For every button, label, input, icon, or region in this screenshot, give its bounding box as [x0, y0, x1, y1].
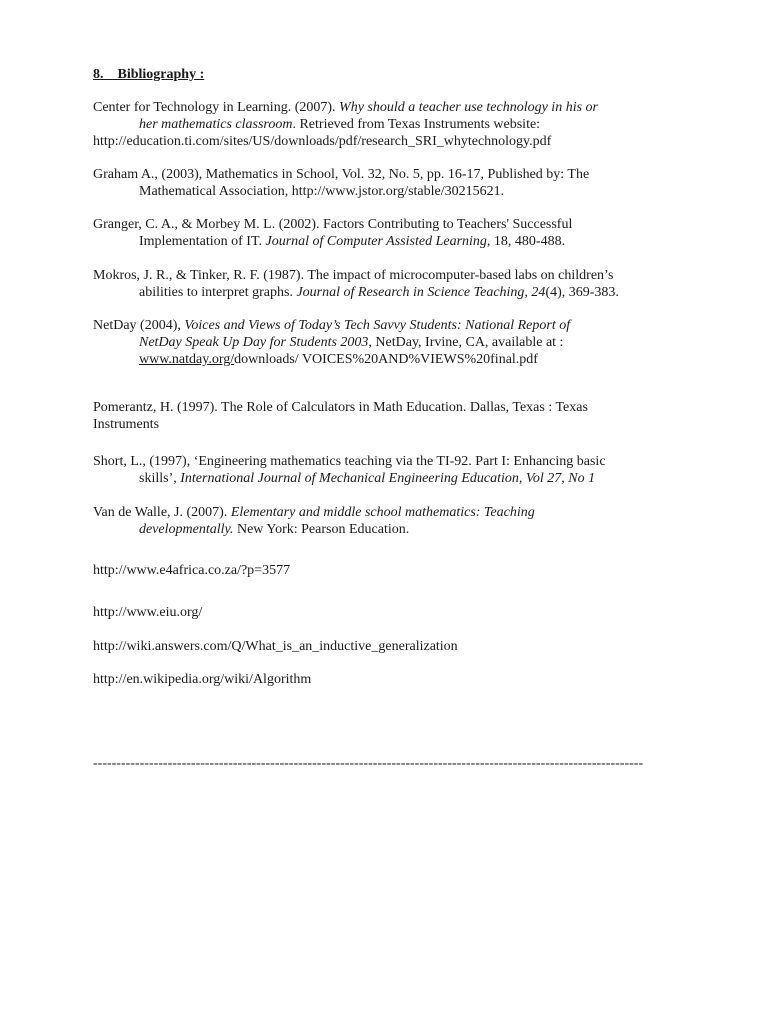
entry-text: Van de Walle, J. (2007).	[93, 505, 231, 520]
bibliography-entry-netday	[93, 317, 683, 368]
entry-text: skills’,	[139, 471, 181, 486]
url-text: http://www.eiu.org/	[93, 605, 203, 620]
entry-title: Voices and Views of Today’s Tech Savvy Students: National Report of	[184, 318, 571, 333]
entry-line: Granger, C. A., & Morbey M. L. (2002). Factors Contributing to Teachers' Successful	[93, 217, 573, 232]
journal-title: International Journal of Mechanical Engineering Education, Vol 27, No 1	[180, 471, 596, 486]
entry-line	[93, 351, 683, 368]
entry-line: Mathematical Association, http://www.jstor.org/stable/30215621.	[139, 184, 505, 199]
url-entry	[93, 562, 683, 579]
entry-text: NetDay (2004),	[93, 318, 185, 333]
bibliography-entry-pomerantz	[93, 399, 683, 433]
entry-line: Instruments	[93, 417, 160, 432]
bibliography-entry-graham	[93, 166, 683, 200]
entry-text: New York: Pearson Education.	[233, 522, 410, 537]
entry-text: downloads/ VOICES%20AND%VIEWS%20final.pdf	[234, 352, 538, 367]
entry-text: 18, 480-488.	[490, 234, 566, 249]
entry-text: (4), 369-383.	[545, 285, 619, 300]
entry-text: Implementation of IT.	[139, 234, 266, 249]
entry-line	[93, 334, 683, 351]
bibliography-entry-granger	[93, 216, 683, 250]
entry-line	[93, 521, 683, 538]
entry-line: Graham A., (2003), Mathematics in School, Vol. 32, No. 5, pp. 16-17, Published by: The	[93, 167, 590, 182]
entry-line: Pomerantz, H. (1997). The Role of Calculators in Math Education. Dallas, Texas : Texas	[93, 400, 588, 415]
entry-title: Why should a teacher use technology in his or	[339, 100, 598, 115]
entry-text: Center for Technology in Learning. (2007).	[93, 100, 340, 115]
journal-title: Journal of Computer Assisted Learning,	[265, 234, 491, 249]
bibliography-entry-short	[93, 453, 683, 487]
entry-line	[93, 116, 683, 133]
journal-title: Journal of Research in Science Teaching, 24	[296, 285, 546, 300]
dashed-divider: ----------------------------------------------------------------------------------------------------------------------	[93, 756, 644, 771]
bibliography-entry-center-for-technology	[93, 99, 683, 150]
url-text: http://wiki.answers.com/Q/What_is_an_inductive_generalization	[93, 639, 458, 654]
entry-line	[93, 504, 683, 521]
entry-line	[93, 284, 683, 301]
url-text: http://en.wikipedia.org/wiki/Algorithm	[93, 672, 312, 687]
url-entry	[93, 671, 683, 688]
entry-line	[93, 317, 683, 334]
entry-title: Elementary and middle school mathematics: Teaching	[230, 505, 535, 520]
entry-text: , NetDay, Irvine, CA, available at :	[368, 335, 564, 350]
url-entry	[93, 638, 683, 655]
bibliography-entry-van-de-walle	[93, 504, 683, 538]
entry-line	[93, 233, 683, 250]
entry-text: abilities to interpret graphs.	[139, 285, 297, 300]
entry-text: . Retrieved from Texas Instruments website:	[292, 117, 541, 132]
bibliography-entry-mokros	[93, 267, 683, 301]
entry-line	[93, 470, 683, 487]
entry-link[interactable]: www.natday.org/	[139, 352, 235, 367]
entry-title: NetDay Speak Up Day for Students 2003	[139, 335, 369, 350]
url-entry	[93, 604, 683, 621]
entry-title: developmentally.	[139, 522, 234, 537]
entry-url: http://education.ti.com/sites/US/downloads/pdf/research_SRI_whytechnology.pdf	[93, 134, 552, 149]
section-heading: 8. Bibliography :	[93, 67, 205, 82]
entry-line: Short, L., (1997), ‘Engineering mathematics teaching via the TI-92. Part I: Enhancing basic	[93, 454, 606, 469]
url-text: http://www.e4africa.co.za/?p=3577	[93, 563, 291, 578]
entry-line: Mokros, J. R., & Tinker, R. F. (1987). The impact of microcomputer-based labs on children’s	[93, 268, 614, 283]
entry-title: her mathematics classroom	[139, 117, 293, 132]
entry-line	[93, 99, 683, 116]
